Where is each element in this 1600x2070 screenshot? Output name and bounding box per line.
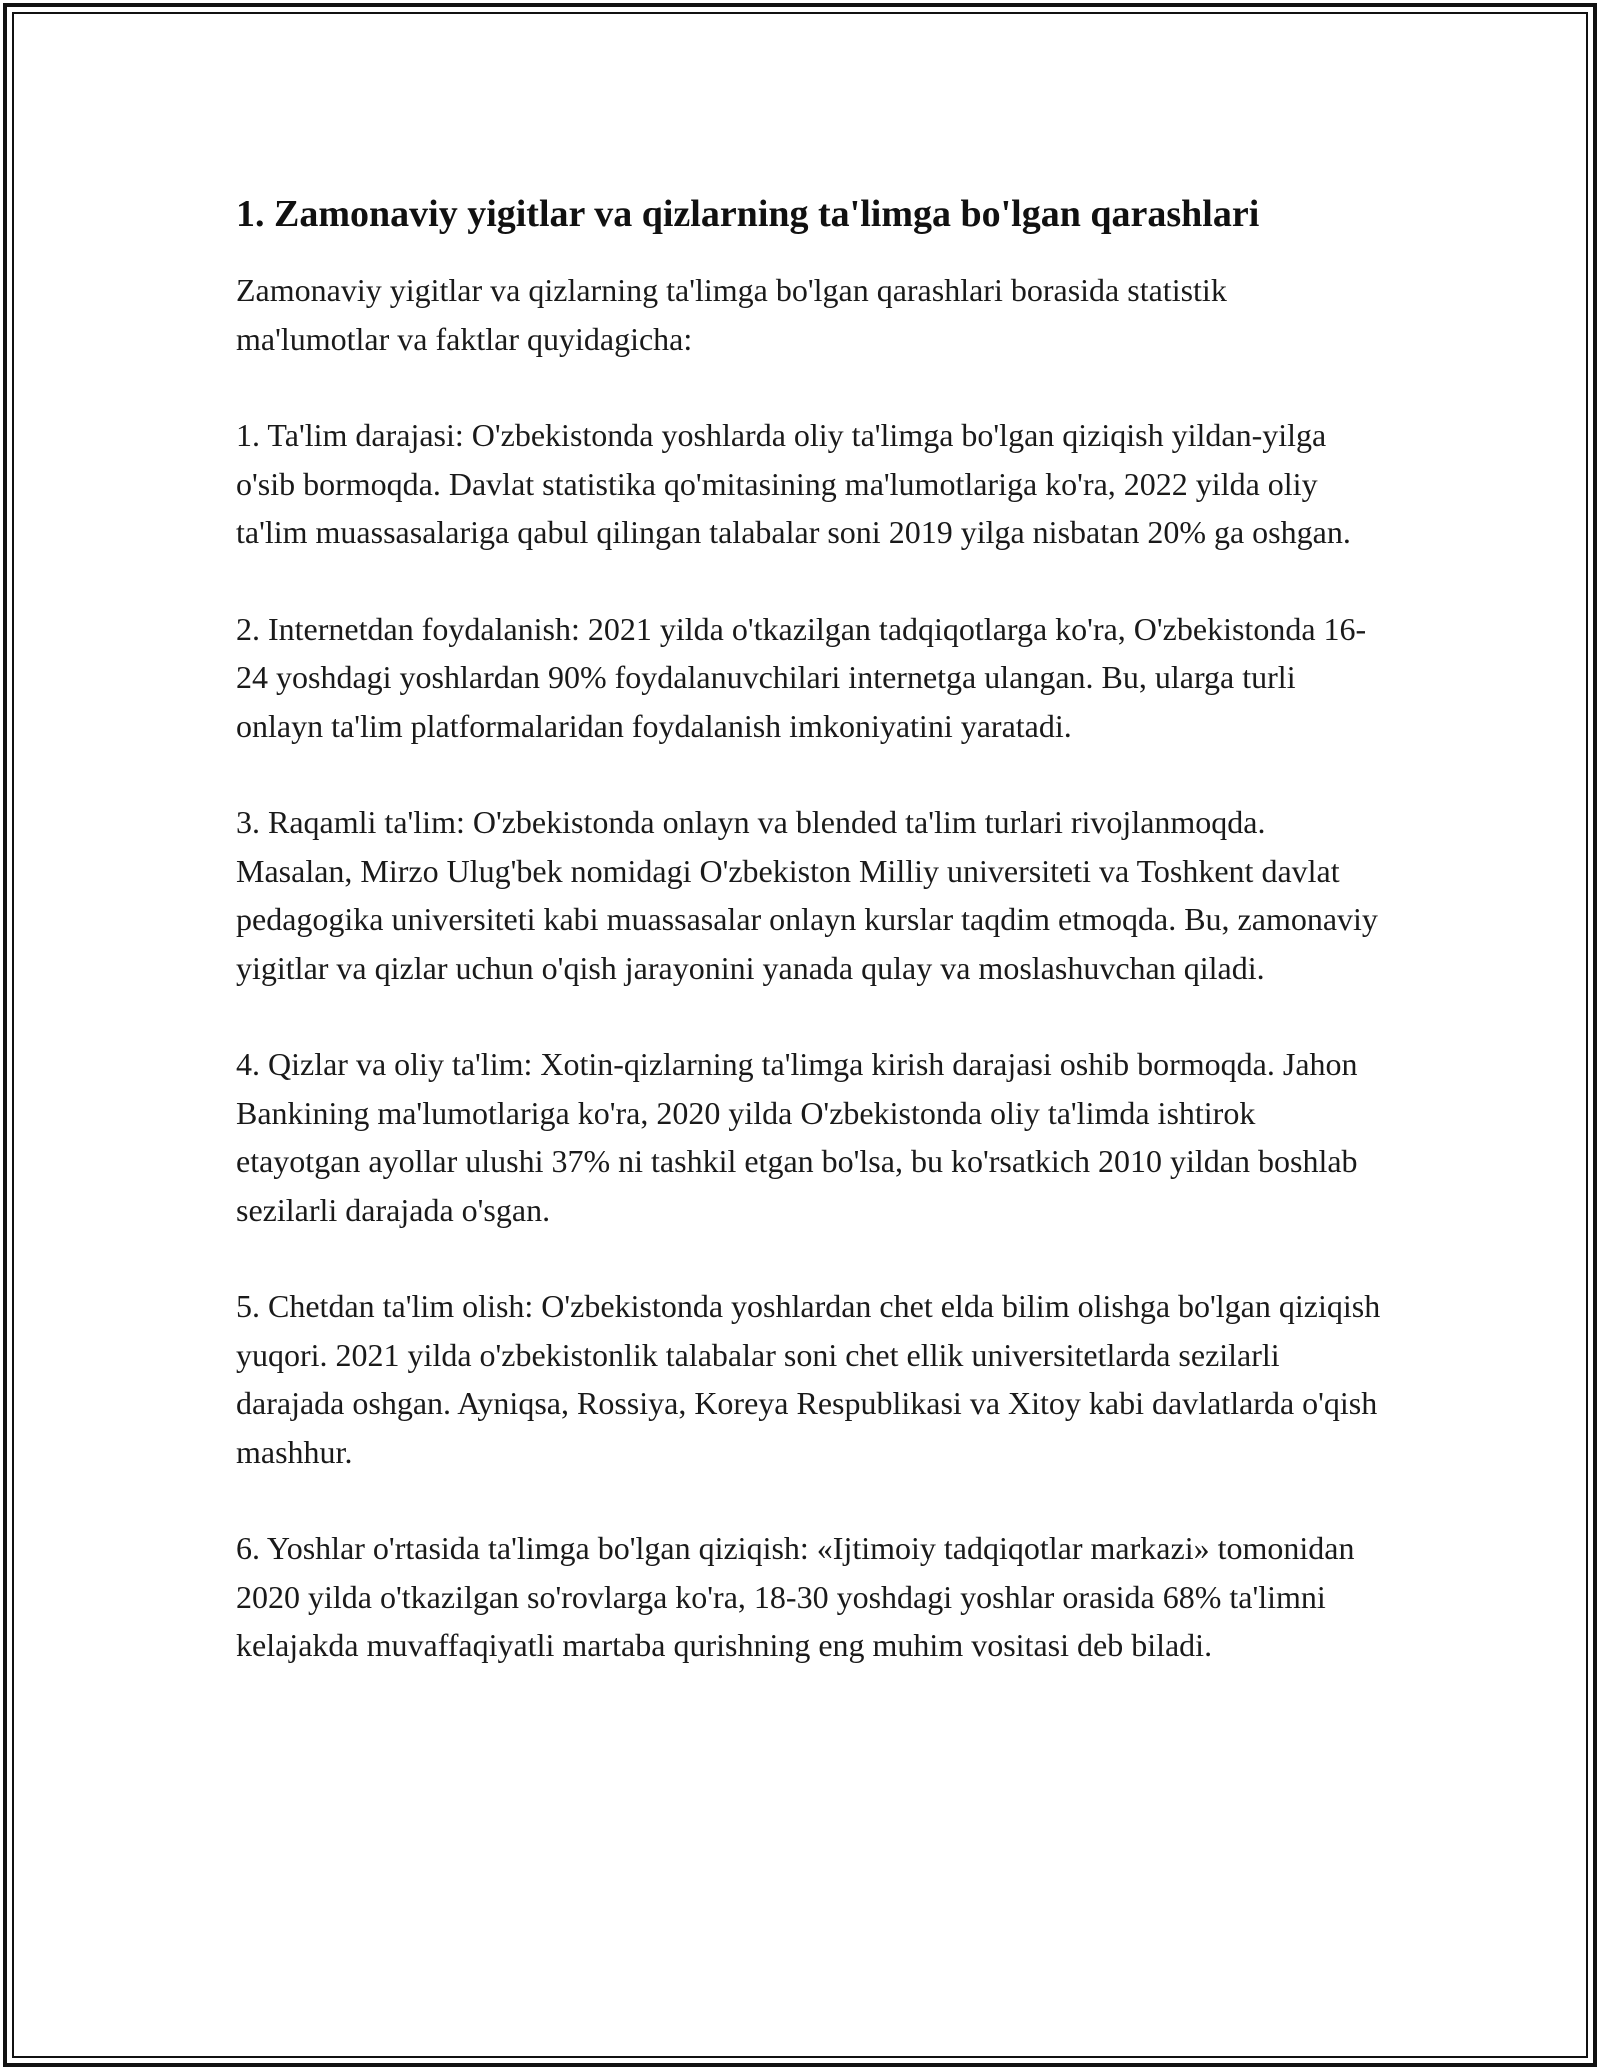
item-youth-interest: 6. Yoshlar o'rtasida ta'limga bo'lgan qiziqish: «Ijtimoiy tadqiqotlar markazi» tomonidan 2020 yilda o'tkazilgan so'rovlarga ko'ra, 18-30 yoshdagi yoshlar orasida 68% ta'limni kelajakda muvaffaqiyatli martaba qurishning eng muhim vositasi deb biladi. [236,1530,1355,1663]
item-internet-usage: 2. Internetdan foydalanish: 2021 yilda o'tkazilgan tadqiqotlarga ko'ra, O'zbekistonda 16-24 yoshdagi yoshlardan 90% foydalanuvchilari internetga ulangan. Bu, ularga turli onlayn ta'lim platformalaridan foydalanish imkoniyatini yaratadi. [236,610,1367,744]
item-digital-education: 3. Raqamli ta'lim: O'zbekistonda onlayn va blended ta'lim turlari rivojlanmoqda. Masalan, Mirzo Ulug'bek nomidagi O'zbekiston Milliy universiteti va Toshkent davlat pedagogika universiteti kabi muassasalar onlayn kurslar taqdim etmoqda. Bu, zamonaviy yigitlar va qizlar uchun o'qish jarayonini yanada qulay va moslashuvchan qiladi. [236,804,1378,986]
item-education-level: 1. Ta'lim darajasi: O'zbekistonda yoshlarda oliy ta'limga bo'lgan qiziqish yildan-yilga o'sib bormoqda. Davlat statistika qo'mitasining ma'lumotlariga ko'ra, 2022 yilda oliy ta'lim muassasalariga qabul qilingan talabalar soni 2019 yilga nisbatan 20% ga oshgan. [236,417,1351,550]
document-body [236,186,1386,1718]
intro-paragraph: Zamonaviy yigitlar va qizlarning ta'limga bo'lgan qarashlari borasida statistik ma'lumotlar va faktlar quyidagicha: [236,272,1227,357]
item-women-higher-education: 4. Qizlar va oliy ta'lim: Xotin-qizlarning ta'limga kirish darajasi oshib bormoqda. Jahon Bankining ma'lumotlariga ko'ra, 2020 yilda O'zbekistonda oliy ta'limda ishtirok etayotgan ayollar ulushi 37% ni tashkil etgan bo'lsa, bu ko'rsatkich 2010 yildan boshlab sezilarli darajada o'sgan. [236,1046,1358,1228]
item-study-abroad: 5. Chetdan ta'lim olish: O'zbekistonda yoshlardan chet elda bilim olishga bo'lgan qiziqish yuqori. 2021 yilda o'zbekistonlik talabalar soni chet ellik universitetlarda sezilarli darajada oshgan. Ayniqsa, Rossiya, Koreya Respublikasi va Xitoy kabi davlatlarda o'qish mashhur. [236,1288,1381,1470]
section-heading: 1. Zamonaviy yigitlar va qizlarning ta'limga bo'lgan qarashlari [236,193,1260,235]
